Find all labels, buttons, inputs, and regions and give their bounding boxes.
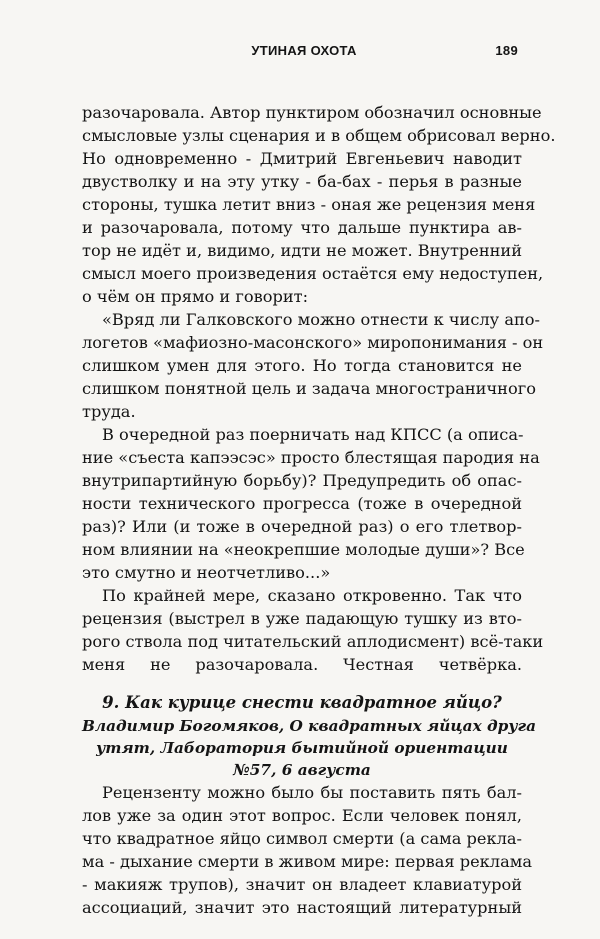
page-header <box>0 41 600 61</box>
text-line: Но одновременно - Дмитрий Евгеньевич наводит <box>82 149 522 168</box>
quote-line: внутрипартийную борьбу)? Предупредить об опас- <box>82 471 522 490</box>
quote-line: это смутно и неотчетливо...» <box>82 563 331 582</box>
quote-line: ном влиянии на «неокрепшие молодые души»? Все <box>82 540 525 559</box>
quote-line: логетов «мафиозно-масонского» миропонимания - он <box>82 333 544 352</box>
quote-line: В очередной раз поерничать над КПСС (а описа- <box>102 425 524 444</box>
text-line: - макияж трупов), значит он владеет клавиатурой <box>82 875 522 894</box>
text-line: что квадратное яйцо символ смерти (а сама рекла- <box>82 829 522 848</box>
quote-line: «Вряд ли Галковского можно отнести к числу апо- <box>102 310 540 329</box>
section-source: №57, 6 августа <box>233 761 371 779</box>
section-source: Владимир Богомяков, О квадратных яйцах друга <box>82 717 537 735</box>
text-line: тор не идёт и, видимо, идти не может. Внутренний <box>82 241 523 260</box>
text-line: меня не разочаровала. Честная четвёрка. <box>82 655 522 674</box>
text-line: стороны, тушка летит вниз - оная же рецензия меня <box>82 195 536 214</box>
quote-line: слишком умен для этого. Но тогда становится не <box>82 356 522 375</box>
running-title: УТИНАЯ ОХОТА <box>251 43 357 58</box>
text-line: разочаровала. Автор пунктиром обозначил основные <box>82 103 542 122</box>
text-line: смысловые узлы сценария и в общем обрисовал верно. <box>82 126 556 145</box>
quote-line: ние «съеста капээсэс» просто блестящая пародия на <box>82 448 540 467</box>
text-line: лов уже за один этот вопрос. Если человек понял, <box>82 806 522 825</box>
quote-line: раз)? Или (и тоже в очередной раз) о его тлетвор- <box>82 517 522 536</box>
quote-line: ности технического прогресса (тоже в очередной <box>82 494 522 513</box>
text-line: рого ствола под читательский аплодисмент) всё-таки <box>82 632 544 651</box>
section-title: 9. Как курице снести квадратное яйцо? <box>102 693 502 712</box>
text-line: По крайней мере, сказано откровенно. Так что <box>102 586 522 605</box>
page-number: 189 <box>495 43 518 58</box>
text-line: ма - дыхание смерти в живом мире: первая реклама <box>82 852 532 871</box>
quote-line: труда. <box>82 402 136 421</box>
text-line: Рецензенту можно было бы поставить пять бал- <box>102 783 522 802</box>
text-line: двустволку и на эту утку - ба-бах - перья в разные <box>82 172 522 191</box>
text-line: рецензия (выстрел в уже падающую тушку из вто- <box>82 609 522 628</box>
body-text <box>82 101 556 919</box>
quote-line: слишком понятной цель и задача многостраничного <box>82 379 536 398</box>
text-line: ассоциаций, значит это настоящий литературный <box>82 898 522 917</box>
text-line: о чём он прямо и говорит: <box>82 287 309 306</box>
section-source: утят, Лаборатория бытийной ориентации <box>96 739 508 757</box>
text-line: смысл моего произведения остаётся ему недоступен, <box>82 264 544 283</box>
text-line: и разочаровала, потому что дальше пунктира ав- <box>82 218 522 237</box>
